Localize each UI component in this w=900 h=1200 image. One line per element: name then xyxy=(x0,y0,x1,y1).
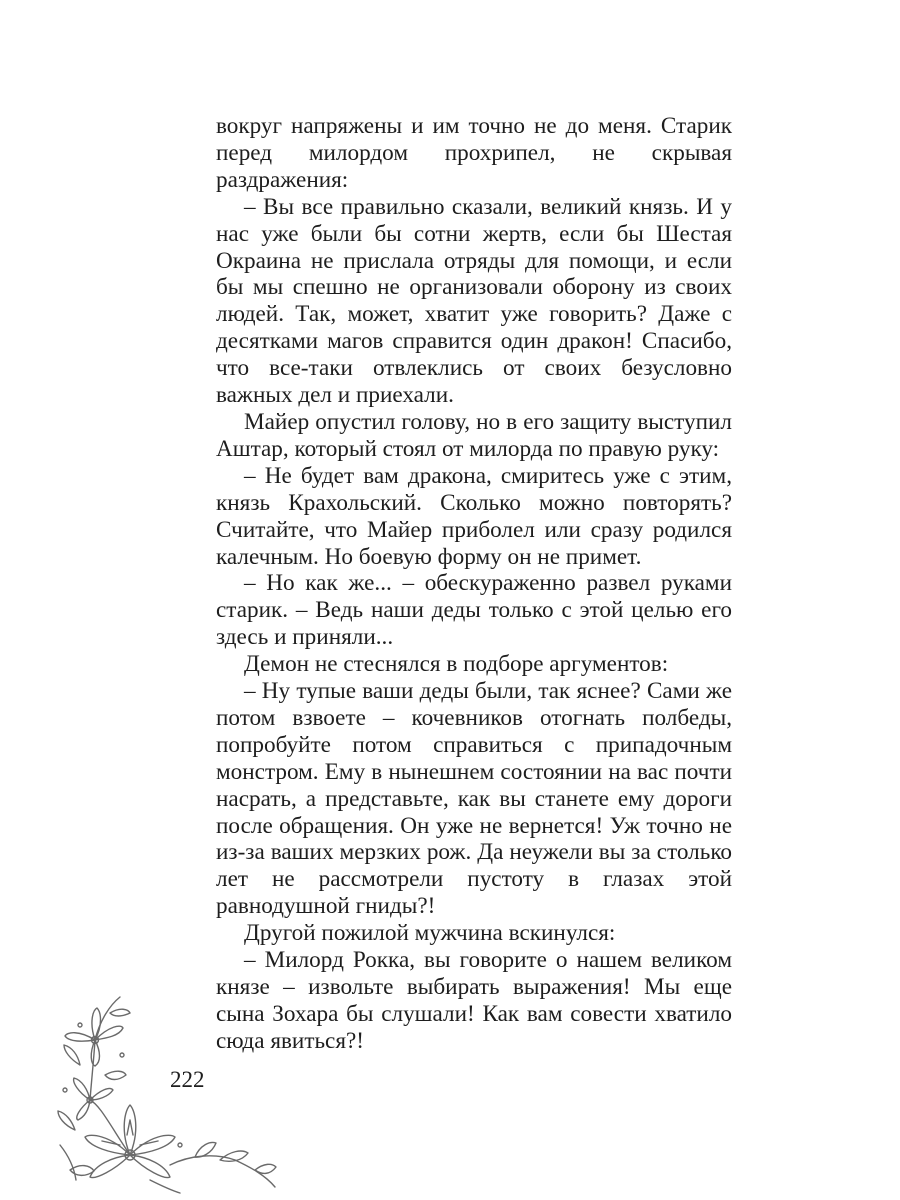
page-number: 222 xyxy=(170,1067,205,1092)
paragraph: – Вы все правильно сказали, великий князь. И у нас уже были бы сотни жертв, если бы Шестая Окраина не прислала отряды для помощи, и если бы мы спешно не организовали оборону из своих людей. Так, может, хватит уже говорить? Даже с десятками магов справится один дракон! Спасибо, что все-таки отвлеклись от своих безусловно важных дел и приехали. xyxy=(216,193,732,409)
floral-ornament-icon xyxy=(50,995,280,1195)
page-text xyxy=(216,113,732,1055)
paragraph: – Ну тупые ваши деды были, так яснее? Сами же потом взвоете – кочевников отогнать полбеды, попробуйте потом справиться с припадочным монстром. Ему в нынешнем состоянии на вас почти насрать, а представьте, как вы станете ему дороги после обращения. Он уже не вернется! Уж точно не из-за ваших мерзких рож. Да неужели вы за столько лет не рассмотрели пустоту в глазах этой равнодушной гниды?! xyxy=(216,678,732,920)
paragraph: – Милорд Рокка, вы говорите о нашем великом князе – извольте выбирать выражения! Мы еще сына Зохара бы слушали! Как вам совести хватило сюда явиться?! xyxy=(216,947,732,1054)
paragraph: Другой пожилой мужчина вскинулся: xyxy=(244,920,616,947)
paragraph: Демон не стеснялся в подборе аргументов: xyxy=(244,651,669,678)
paragraph: Майер опустил голову, но в его защиту выступил Аштар, который стоял от милорда по правую руку: xyxy=(216,408,732,462)
paragraph: вокруг напряжены и им точно не до меня. Старик перед милордом прохрипел, не скрывая раздражения: xyxy=(216,113,732,193)
paragraph: – Не будет вам дракона, смиритесь уже с этим, князь Крахольский. Сколько можно повторять? Считайте, что Майер приболел или сразу родился калечным. Но боевую форму он не примет. xyxy=(216,462,732,570)
paragraph: – Но как же... – обескураженно развел руками старик. – Ведь наши деды только с этой целью его здесь и приняли... xyxy=(216,570,732,651)
